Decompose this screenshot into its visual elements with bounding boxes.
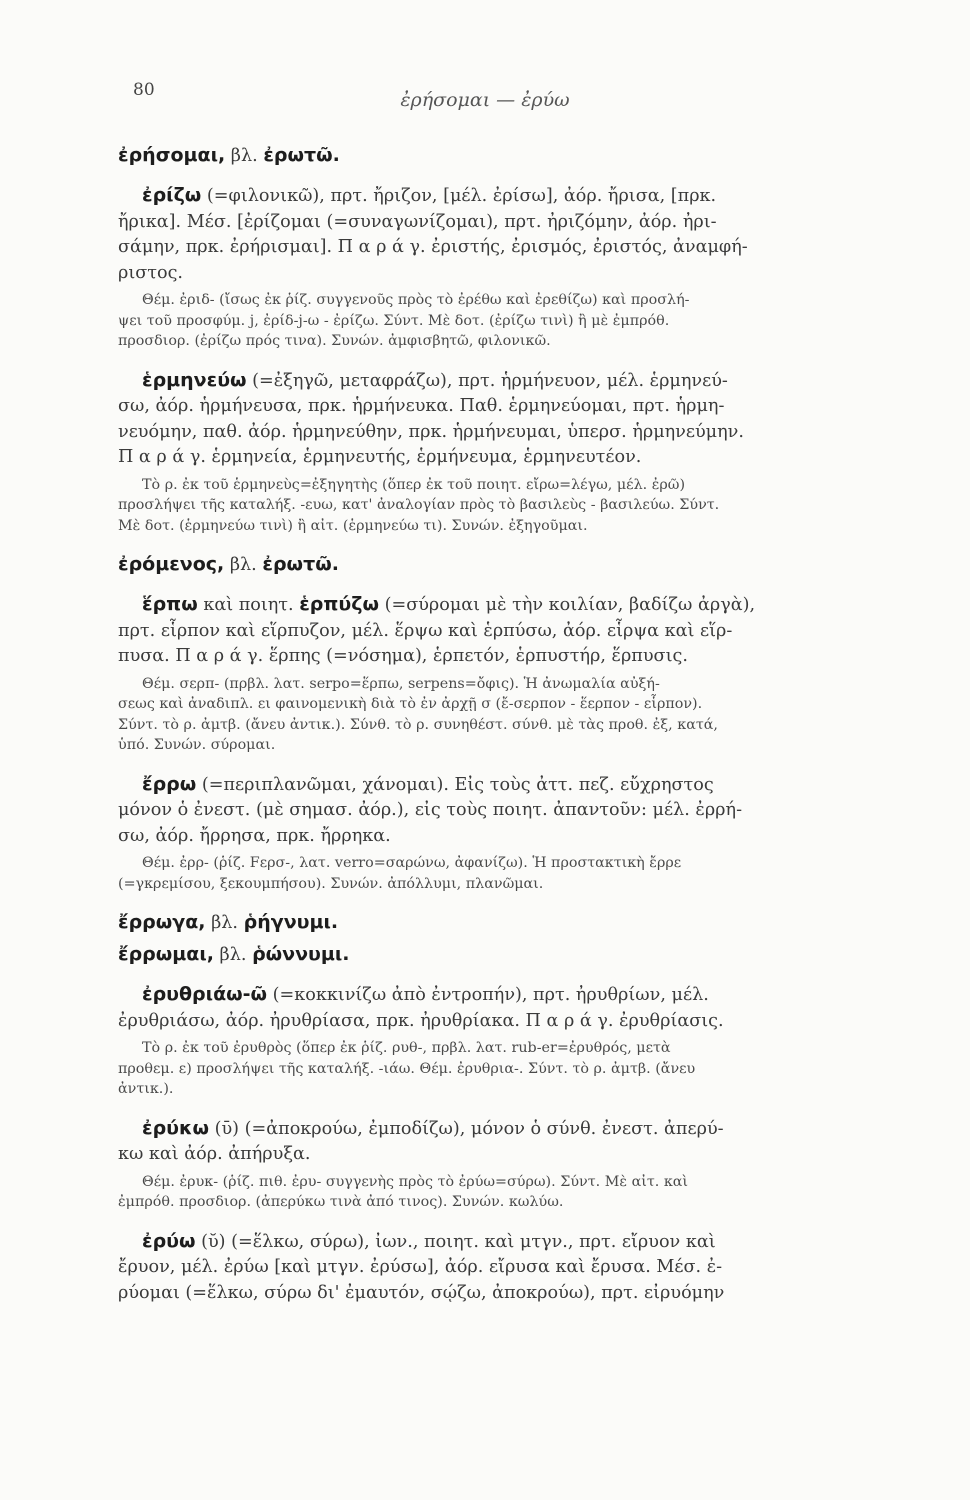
reference-target: ἐρωτῶ. (263, 144, 340, 166)
note-line: προσδιορ. (ἐρίζω πρός τινα). Συνών. ἀμφισβητῶ, φιλονικῶ. (118, 333, 551, 349)
lemma: ἐρύω (142, 1229, 196, 1252)
note-line: Θέμ. ἐριδ- (ἴσως ἐκ ῥίζ. συγγενοῦς πρὸς τὸ ἐρέθω καὶ ἐρεθίζω) καὶ προσλή- (142, 292, 690, 308)
entry-line: κω καὶ ἀόρ. ἀπήρυξα. (118, 1144, 311, 1164)
dictionary-entry (118, 592, 894, 756)
entry-body (118, 1229, 894, 1307)
note-line: Τὸ ρ. ἐκ τοῦ ἐρυθρὸς (ὅπερ ἐκ ῥίζ. ρυθ-, πρβλ. λατ. rub-er=ἐρυθρός, μετὰ (142, 1040, 671, 1056)
lemma: ἐρήσομαι, (118, 144, 226, 166)
note-line: ὑπό. Συνών. σύρομαι. (118, 737, 276, 753)
page-number: 80 (133, 80, 155, 100)
dictionary-entry (118, 1229, 894, 1307)
lemma: ἔρρω (142, 772, 197, 795)
lemma: ἐρόμενος, (118, 553, 225, 575)
reference-target: ἐρωτῶ. (262, 553, 339, 575)
entry-line: σάμην, πρκ. ἐρήρισμαι]. Π α ρ ά γ. ἐριστής, ἐρισμός, ἐριστός, ἀναμφή- (118, 237, 748, 257)
note-line: Τὸ ρ. ἐκ τοῦ ἑρμηνεὺς=ἐξηγητὴς (ὅπερ ἐκ τοῦ ποιητ. εἴρω=λέγω, μέλ. ἐρῶ) (142, 476, 686, 493)
note-line: Θέμ. ἐρυκ- (ῥίζ. πιθ. ἐρυ- συγγενὴς πρὸς τὸ ἐρύω=σύρω). Σύντ. Μὲ αἰτ. καὶ (142, 1173, 689, 1190)
entry-line: ἐρύω (ῠ) (=ἕλκω, σύρω), ἰων., ποιητ. καὶ μτγν., πρτ. εἴρυον καὶ (142, 1229, 716, 1252)
entry-line: ἤρικα]. Μέσ. [ἐρίζομαι (=συναγωνίζομαι), πρτ. ἠριζόμην, ἀόρ. ἠρι- (118, 211, 717, 232)
etymology-note (118, 475, 894, 537)
lemma-connector: καὶ ποιητ. (197, 595, 300, 615)
entry-line: πυσα. Π α ρ ά γ. ἕρπης (=νόσημα), ἑρπετόν, ἑρπυστήρ, ἕρπυσις. (118, 646, 688, 666)
dictionary-column (118, 143, 894, 1322)
entry-line: ρύομαι (=ἕλκω, σύρω δι' ἐμαυτόν, σῴζω, ἀποκρούω), πρτ. εἰρυόμην (118, 1282, 725, 1303)
etymology-note (118, 290, 894, 352)
note-line: Θέμ. σερπ- (πρβλ. λατ. serpo=ἕρπω, serpens=ὄφις). Ἡ ἀνωμαλία αὐξή- (142, 675, 660, 692)
lemma: ἐρυθριάω-ῶ (142, 983, 268, 1005)
etymology-note (118, 1172, 894, 1213)
cross-reference-entry (118, 942, 894, 968)
etymology-note (118, 853, 894, 894)
etymology-note (118, 1038, 894, 1100)
lemma: ἐρύκω (142, 1116, 210, 1139)
see-label: βλ. (225, 146, 264, 166)
lemma-variant: ἑρπύζω (299, 593, 379, 615)
note-line: ἐμπρόθ. προσδιορ. (ἀπερύκω τινὰ ἀπό τινος). Συνών. κωλύω. (118, 1194, 564, 1210)
entry-line: νευόμην, παθ. ἀόρ. ἡρμηνεύθην, πρκ. ἡρμήνευμαι, ὑπερσ. ἡρμηνεύμην. (118, 421, 744, 442)
see-label: βλ. (224, 555, 263, 575)
cross-reference-entry (118, 143, 894, 169)
dictionary-entry (118, 1116, 894, 1213)
entry-line: ἔρρω (=περιπλανῶμαι, χάνομαι). Εἰς τοὺς ἀττ. πεζ. εὔχρηστος (142, 772, 714, 795)
lemma: ἔρρωμαι, (118, 943, 214, 965)
entry-body (118, 592, 894, 670)
entry-body (118, 982, 894, 1034)
cross-reference-entry (118, 552, 894, 578)
lemma: ἐρίζω (142, 184, 202, 206)
entry-line: ἐρίζω (=φιλονικῶ), πρτ. ἤριζον, [μέλ. ἐρίσω], ἀόρ. ἤρισα, [πρκ. (142, 184, 717, 206)
entry-line: μόνον ὁ ἐνεστ. (μὲ σημασ. ἀόρ.), εἰς τοὺς ποιητ. ἀπαντοῦν: μέλ. ἐρρή- (118, 800, 743, 820)
note-line: προθεμ. ε) προσλήψει τῆς καταλήξ. -ιάω. Θέμ. ἐρυθρια-. Σύντ. τὸ ρ. ἀμτβ. (ἄνευ (118, 1060, 696, 1077)
entry-line: Π α ρ ά γ. ἑρμηνεία, ἑρμηνευτής, ἑρμήνευμα, ἑρμηνευτέον. (118, 447, 642, 467)
cross-reference-entry (118, 910, 894, 936)
running-head: ἐρήσομαι — ἐρύω (400, 89, 570, 111)
dictionary-entry (118, 368, 894, 537)
note-line: ψει τοῦ προσφύμ. j, ἐρίδ-j-ω - ἐρίζω. Σύντ. Μὲ δοτ. (ἐρίζω τινὶ) ἢ μὲ ἐμπρόθ. (118, 312, 670, 329)
entry-body (118, 368, 894, 471)
entry-line: ἔρυον, μέλ. ἐρύω [καὶ μτγν. ἐρύσω], ἀόρ. εἴρυσα καὶ ἔρυσα. Μέσ. ἐ- (118, 1257, 723, 1277)
entry-line: σω, ἀόρ. ἤρρησα, πρκ. ἤρρηκα. (118, 825, 391, 846)
entry-body (118, 1116, 894, 1168)
dictionary-entry (118, 183, 894, 352)
entry-line: ἕρπω καὶ ποιητ. ἑρπύζω (=σύρομαι μὲ τὴν κοιλίαν, βαδίζω ἀργὰ), (142, 593, 756, 615)
reference-target: ῥήγνυμι. (243, 911, 339, 933)
entry-line: πρτ. εἷρπον καὶ εἵρπυζον, μέλ. ἕρψω καὶ ἑρπύσω, ἀόρ. εἷρψα καὶ εἵρ- (118, 620, 733, 641)
entry-line: σω, ἀόρ. ἡρμήνευσα, πρκ. ἡρμήνευκα. Παθ. ἑρμηνεύομαι, πρτ. ἡρμη- (118, 396, 725, 416)
note-line: (=γκρεμίσου, ξεκουμπήσου). Συνών. ἀπόλλυμι, πλανῶμαι. (118, 875, 544, 892)
dictionary-entry (118, 772, 894, 895)
entry-line: ἐρυθριάω-ῶ (=κοκκινίζω ἀπὸ ἐντροπήν), πρτ. ἠρυθρίων, μέλ. (142, 983, 709, 1005)
see-label: βλ. (213, 945, 253, 965)
entry-body (118, 772, 894, 850)
lemma: ἑρμηνεύω (142, 368, 247, 391)
lemma: ἕρπω (142, 593, 198, 615)
note-line: ἀντικ.). (118, 1081, 174, 1097)
dictionary-entry (118, 982, 894, 1100)
entry-line: ἐρύκω (ῡ) (=ἀποκρούω, ἐμποδίζω), μόνον ὁ σύνθ. ἐνεστ. ἀπερύ- (142, 1116, 724, 1139)
note-line: Θέμ. ἐρρ- (ῥίζ. Fερσ-, λατ. verro=σαρώνω, ἀφανίζω). Ἡ προστακτικὴ ἔρρε (142, 855, 682, 871)
entry-line: ριστος. (118, 262, 184, 283)
note-line: Σύντ. τὸ ρ. ἀμτβ. (ἄνευ ἀντικ.). Σύνθ. τὸ ρ. συνηθέστ. σύνθ. μὲ τὰς προθ. ἐξ, κατά, (118, 716, 718, 733)
lemma: ἔρρωγα, (118, 911, 206, 933)
reference-target: ῥώννυμι. (252, 943, 350, 965)
note-line: Μὲ δοτ. (ἑρμηνεύω τινὶ) ἢ αἰτ. (ἑρμηνεύω τι). Συνών. ἐξηγοῦμαι. (118, 517, 588, 534)
entry-line: ἐρυθριάσω, ἀόρ. ἠρυθρίασα, πρκ. ἠρυθρίακα. Π α ρ ά γ. ἐρυθρίασις. (118, 1010, 724, 1031)
entry-line: ἑρμηνεύω (=ἐξηγῶ, μεταφράζω), πρτ. ἡρμήνευον, μέλ. ἑρμηνεύ- (142, 368, 728, 391)
etymology-note (118, 674, 894, 756)
see-label: βλ. (205, 913, 244, 933)
entry-body (118, 183, 894, 286)
note-line: σεως καὶ ἀναδιπλ. ει φαινομενικὴ διὰ τὸ ἐν ἀρχῇ σ (ἔ-σερπον - ἕερπον - εἷρπον). (118, 696, 703, 712)
note-line: προσλήψει τῆς καταλήξ. -ευω, κατ' ἀναλογίαν πρὸς τὸ βασιλεὺς - βασιλεύω. Σύντ. (118, 497, 720, 513)
